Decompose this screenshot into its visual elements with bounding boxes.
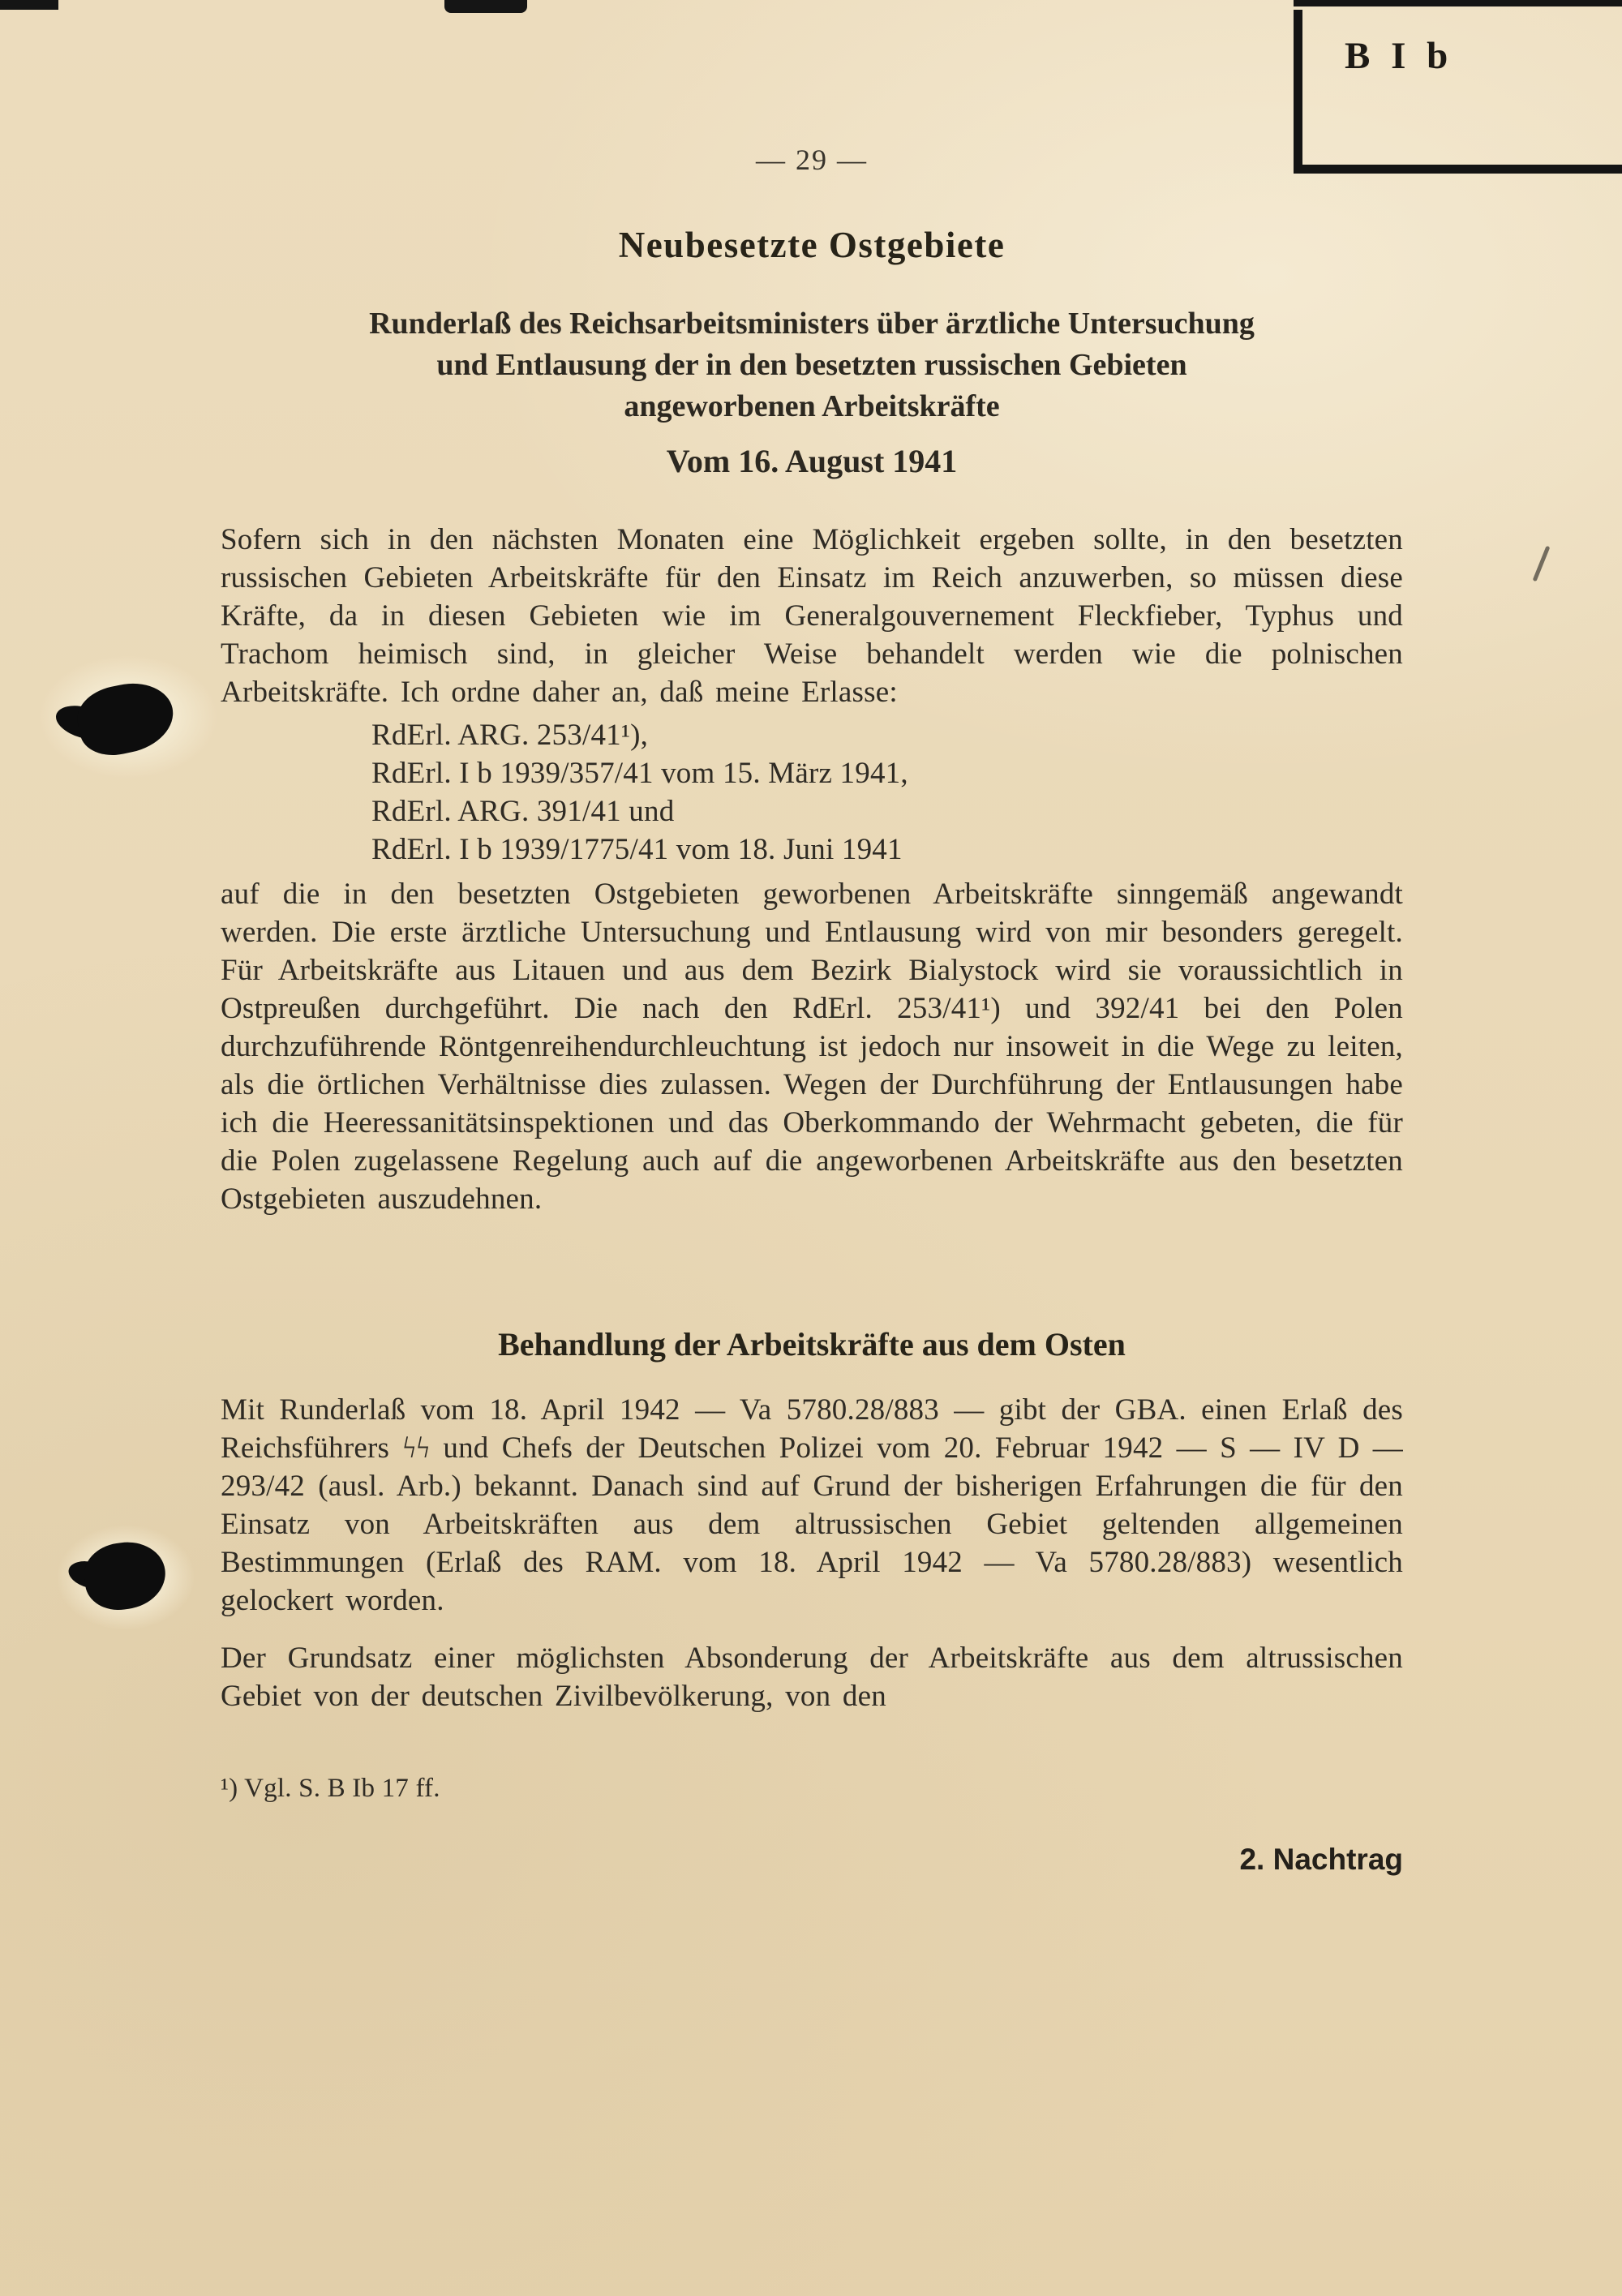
document-title: Neubesetzte Ostgebiete xyxy=(618,225,1006,265)
footnote: ¹) Vgl. S. B Ib 17 ff. xyxy=(221,1774,440,1803)
section-paragraph: Der Grundsatz einer möglichsten Absonderung der Arbeitskräfte aus dem altrussischen Gebiet von der deutschen Zivilbevölkerung, von den xyxy=(221,1642,1403,1713)
section-paragraph: Mit Runderlaß vom 18. April 1942 — Va 5780.28/883 — gibt der GBA. einen Erlaß des Reichsführers ϟϟ und Chefs der Deutschen Polizei vom 20. Februar 1942 — S — IV D — 293/42 (ausl. Arb.) bekannt. Danach sind auf Grund der bisherigen Erfahrungen die für den Einsatz von Arbeitskräften aus dem altrussischen Gebiet geltenden allgemeinen Bestimmungen (Erlaß des RAM. vom 18. April 1942 — Va 5780.28/883) wesentlich gelockert worden. xyxy=(221,1393,1403,1617)
continuation-paragraph: auf die in den besetzten Ostgebieten geworbenen Arbeitskräfte sinngemäß angewandt werden. Die erste ärztliche Untersuchung und Entlausung wird von mir besonders geregelt. Für Arbeitskräfte aus Litauen und aus dem Bezirk Bialystock wird sie voraussichtlich in Ostpreußen durchgeführt. Die nach den RdErl. 253/41¹) und 392/41 bei den Polen durchzuführende Röntgenreihendurchleuchtung ist jedoch nur insoweit in die Wege zu leiten, als die örtlichen Verhältnisse dies zulassen. Wegen der Durchführung der Entlausungen habe ich die Heeressanitätsinspektionen und das Oberkommando der Wehrmacht gebeten, die für die Polen zugelassene Regelung auch auf die angeworbenen Arbeitskräfte aus den besetzten Ostgebieten auszudehnen. xyxy=(221,878,1403,1216)
decree-line: RdErl. I b 1939/357/41 vom 15. März 1941, xyxy=(371,757,908,790)
scan-artifact xyxy=(1533,546,1551,582)
subtitle-line: und Entlausung der in den besetzten russischen Gebieten xyxy=(436,348,1187,382)
date-line: Vom 16. August 1941 xyxy=(666,443,958,479)
decree-line: RdErl. I b 1939/1775/41 vom 18. Juni 1941 xyxy=(371,833,903,866)
supplement-label: 2. Nachtrag xyxy=(1239,1843,1403,1876)
page-content xyxy=(221,0,1403,1877)
section-code-label: B I b xyxy=(1345,35,1454,77)
page-number: — 29 — xyxy=(756,144,868,176)
intro-paragraph: Sofern sich in den nächsten Monaten eine Möglichkeit ergeben sollte, in den besetzten russischen Gebieten Arbeitskräfte für den Einsatz im Reich anzuwerben, so müssen diese Kräfte, da in diesen Gebieten wie im Generalgouvernement Fleckfieber, Typhus und Trachom heimisch sind, in gleicher Weise behandelt werden wie die polnischen Arbeitskräfte. Ich ordne daher an, daß meine Erlasse: xyxy=(221,523,1403,709)
decree-line: RdErl. ARG. 253/41¹), xyxy=(371,719,649,752)
document-subtitle xyxy=(221,303,1403,427)
section-heading: Behandlung der Arbeitskräfte aus dem Osten xyxy=(498,1326,1126,1363)
decree-list xyxy=(371,716,1403,869)
decree-line: RdErl. ARG. 391/41 und xyxy=(371,795,675,828)
subtitle-line: Runderlaß des Reichsarbeitsministers über ärztliche Untersuchung xyxy=(369,307,1255,341)
subtitle-line: angeworbenen Arbeitskräfte xyxy=(624,389,1000,423)
scan-artifact xyxy=(0,0,58,10)
